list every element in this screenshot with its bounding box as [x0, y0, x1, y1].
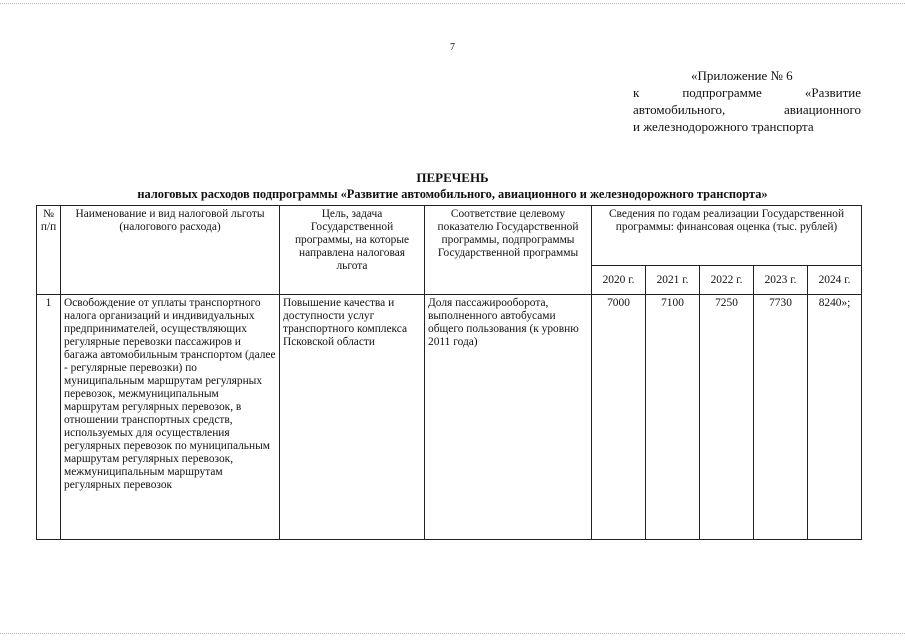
header-year: 2022 г. [700, 266, 754, 295]
tax-expenditure-table [36, 205, 862, 540]
row-value-2021: 7100 [646, 295, 700, 540]
header-indicator: Соответствие целевому показателю Государственной программы, подпрограммы Государственной программы [425, 206, 592, 295]
row-value-2020: 7000 [592, 295, 646, 540]
scan-artifact-bottom [0, 633, 905, 636]
appendix-line-1: «Приложение № 6 [691, 68, 793, 83]
appendix-header [633, 67, 861, 135]
scan-artifact-top [0, 3, 905, 6]
table-row [37, 295, 862, 540]
appendix-word: подпрограмме [682, 85, 762, 100]
row-value-2023: 7730 [754, 295, 808, 540]
header-year: 2020 г. [592, 266, 646, 295]
row-name: Освобождение от уплаты транспортного налога организаций и индивидуальных предпринимателей, осуществляющих регулярные перевозки пассажиров и багажа автомобильным транспортом (далее - регулярные перевозки) по муниципальным маршрутам регулярных перевозок, межмуниципальным маршрутам регулярных перевозок, в отношении транспортных средств, используемых для осуществления регулярных перевозок по муниципальным маршрутам регулярных перевозок, межмуниципальным маршрутам регулярных перевозок [61, 295, 280, 540]
header-years-group: Сведения по годам реализации Государственной программы: финансовая оценка (тыс. рублей) [592, 206, 862, 266]
appendix-line-4: и железнодорожного транспорта [633, 119, 814, 134]
appendix-line-3 [633, 101, 861, 118]
row-indicator: Доля пассажирооборота, выполненного автобусами общего пользования (к уровню 2011 года) [425, 295, 592, 540]
appendix-word: автомобильного, [633, 102, 726, 117]
header-name: Наименование и вид налоговой льготы (налогового расхода) [61, 206, 280, 295]
document-title: ПЕРЕЧЕНЬ [416, 170, 489, 185]
row-value-2022: 7250 [700, 295, 754, 540]
row-value-2024: 8240»; [808, 295, 862, 540]
appendix-word: авиационного [784, 102, 861, 117]
appendix-word: к [633, 85, 640, 100]
header-year: 2024 г. [808, 266, 862, 295]
row-num: 1 [37, 295, 61, 540]
header-num: № п/п [37, 206, 61, 295]
header-year: 2023 г. [754, 266, 808, 295]
row-goal: Повышение качества и доступности услуг транспортного комплекса Псковской области [280, 295, 425, 540]
appendix-line-2 [633, 84, 861, 101]
document-subtitle: налоговых расходов подпрограммы «Развитие автомобильного, авиационного и железнодорожного транспорта» [137, 187, 768, 201]
appendix-word: «Развитие [804, 85, 861, 100]
page-number: 7 [450, 42, 455, 53]
header-year: 2021 г. [646, 266, 700, 295]
header-goal: Цель, задача Государственной программы, на которые направлена налоговая льгота [280, 206, 425, 295]
